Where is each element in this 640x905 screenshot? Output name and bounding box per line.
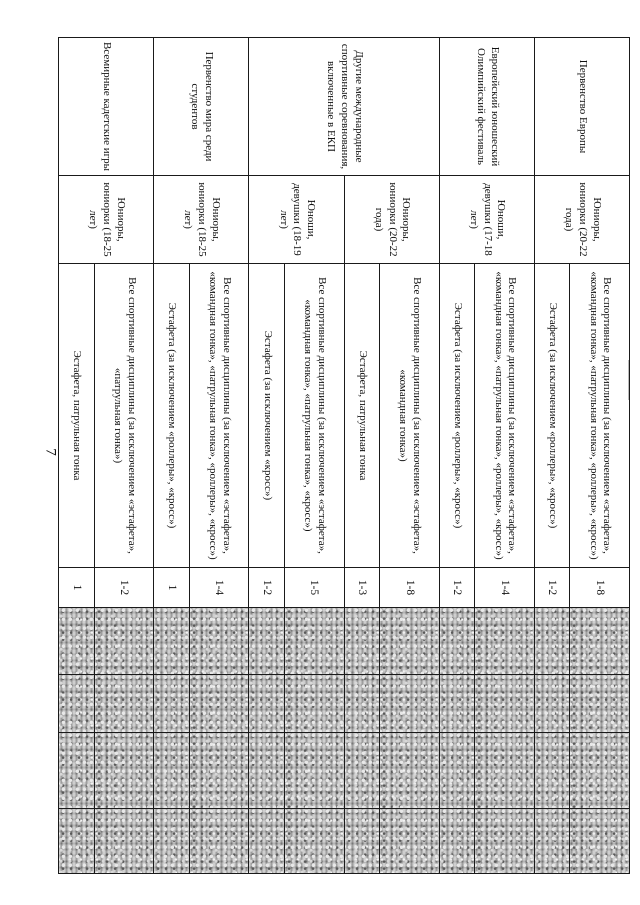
table-row: [475, 38, 535, 874]
competition-name: Первенство мира среди студентов: [154, 38, 249, 176]
shaded-cell: [380, 675, 440, 733]
shaded-cell: [439, 809, 475, 874]
disciplines-cell: Все спортивные дисциплины (за исключением «эстафета», «командная гонка», «патрульная гонка», «роллеры», «кросс»): [189, 264, 249, 568]
places-cell: 1-5: [284, 568, 344, 608]
shaded-cell: [249, 675, 285, 733]
table-row: [380, 38, 440, 874]
shaded-cell: [154, 809, 190, 874]
shaded-cell: [284, 809, 344, 874]
places-cell: 1-8: [570, 568, 630, 608]
table-row: [189, 38, 249, 874]
competition-name: Европейский юношеский Олимпийский фестиваль: [439, 38, 534, 176]
shaded-cell: [570, 675, 630, 733]
shaded-cell: [344, 809, 380, 874]
disciplines-cell: Эстафета (за исключением «роллеры», «кросс»): [439, 264, 475, 568]
shaded-cell: [284, 675, 344, 733]
places-cell: 1-2: [249, 568, 285, 608]
shaded-cell: [534, 608, 570, 675]
shaded-cell: [189, 733, 249, 809]
shaded-cell: [439, 608, 475, 675]
table-row: [94, 38, 154, 874]
shaded-cell: [59, 733, 95, 809]
shaded-cell: [94, 608, 154, 675]
shaded-cell: [344, 733, 380, 809]
table-row: [570, 38, 630, 874]
shaded-cell: [284, 733, 344, 809]
places-cell: 1-2: [534, 568, 570, 608]
places-cell: 1-2: [94, 568, 154, 608]
disciplines-cell: Все спортивные дисциплины (за исключением «эстафета», «командная гонка»): [380, 264, 440, 568]
places-cell: 1-3: [344, 568, 380, 608]
shaded-cell: [380, 809, 440, 874]
shaded-cell: [189, 675, 249, 733]
shaded-cell: [475, 675, 535, 733]
shaded-cell: [344, 675, 380, 733]
places-cell: 1-4: [189, 568, 249, 608]
shaded-cell: [570, 809, 630, 874]
shaded-cell: [534, 809, 570, 874]
shaded-cell: [439, 733, 475, 809]
disciplines-cell: Эстафета (за исключением «кросс»): [249, 264, 285, 568]
rotated-table-wrapper: [58, 37, 630, 873]
shaded-cell: [154, 608, 190, 675]
age-group: Юниоры, юниорки (20-22 года): [344, 176, 439, 264]
age-group: Юниоры, юниорки (18-25 лет): [154, 176, 249, 264]
disciplines-cell: Все спортивные дисциплины (за исключением «эстафета», «командная гонка», «патрульная гонка», «роллеры», «кросс»): [570, 264, 630, 568]
shaded-cell: [59, 809, 95, 874]
shaded-cell: [249, 733, 285, 809]
shaded-cell: [94, 733, 154, 809]
shaded-cell: [380, 733, 440, 809]
shaded-cell: [59, 608, 95, 675]
places-cell: 1: [59, 568, 95, 608]
shaded-cell: [154, 675, 190, 733]
shaded-cell: [249, 809, 285, 874]
shaded-cell: [439, 675, 475, 733]
shaded-cell: [59, 675, 95, 733]
places-cell: 1-8: [380, 568, 440, 608]
age-group: Юноши, девушки (17-18 лет): [439, 176, 534, 264]
shaded-cell: [570, 733, 630, 809]
competition-name: Другие международные спортивные соревнования, включенные в ЕКП: [249, 38, 439, 176]
shaded-cell: [534, 733, 570, 809]
shaded-cell: [249, 608, 285, 675]
disciplines-cell: Все спортивные дисциплины (за исключением «эстафета», «патрульная гонка»): [94, 264, 154, 568]
places-cell: 1: [154, 568, 190, 608]
shaded-cell: [189, 608, 249, 675]
disciplines-cell: Все спортивные дисциплины (за исключением «эстафета», «командная гонка», «патрульная гонка», «кросс»): [284, 264, 344, 568]
competition-table: [58, 37, 630, 874]
competition-name: Всемирные кадетские игры: [59, 38, 154, 176]
shaded-cell: [380, 608, 440, 675]
shaded-cell: [475, 809, 535, 874]
page-number: 7: [42, 448, 59, 456]
places-cell: 1-4: [475, 568, 535, 608]
shaded-cell: [94, 675, 154, 733]
shaded-cell: [284, 608, 344, 675]
shaded-cell: [570, 608, 630, 675]
disciplines-cell: Эстафета (за исключением «роллеры», «кросс»): [534, 264, 570, 568]
age-group: Юниоры, юниорки (18-25 лет): [59, 176, 154, 264]
disciplines-cell: Эстафета, патрульная гонка: [59, 264, 95, 568]
scan-edge-mark: [628, 360, 629, 400]
disciplines-cell: Эстафета, патрульная гонка: [344, 264, 380, 568]
shaded-cell: [189, 809, 249, 874]
shaded-cell: [475, 733, 535, 809]
disciplines-cell: Эстафета (за исключением «роллеры», «кросс»): [154, 264, 190, 568]
shaded-cell: [475, 608, 535, 675]
shaded-cell: [534, 675, 570, 733]
shaded-cell: [154, 733, 190, 809]
shaded-cell: [94, 809, 154, 874]
shaded-cell: [344, 608, 380, 675]
age-group: Юниоры, юниорки (20-22 года): [534, 176, 629, 264]
places-cell: 1-2: [439, 568, 475, 608]
competition-name: Первенство Европы: [534, 38, 629, 176]
disciplines-cell: Все спортивные дисциплины (за исключением «эстафета», «командная гонка», «патрульная гонка», «роллеры», «кросс»): [475, 264, 535, 568]
age-group: Юноши, девушки (18-19 лет): [249, 176, 344, 264]
